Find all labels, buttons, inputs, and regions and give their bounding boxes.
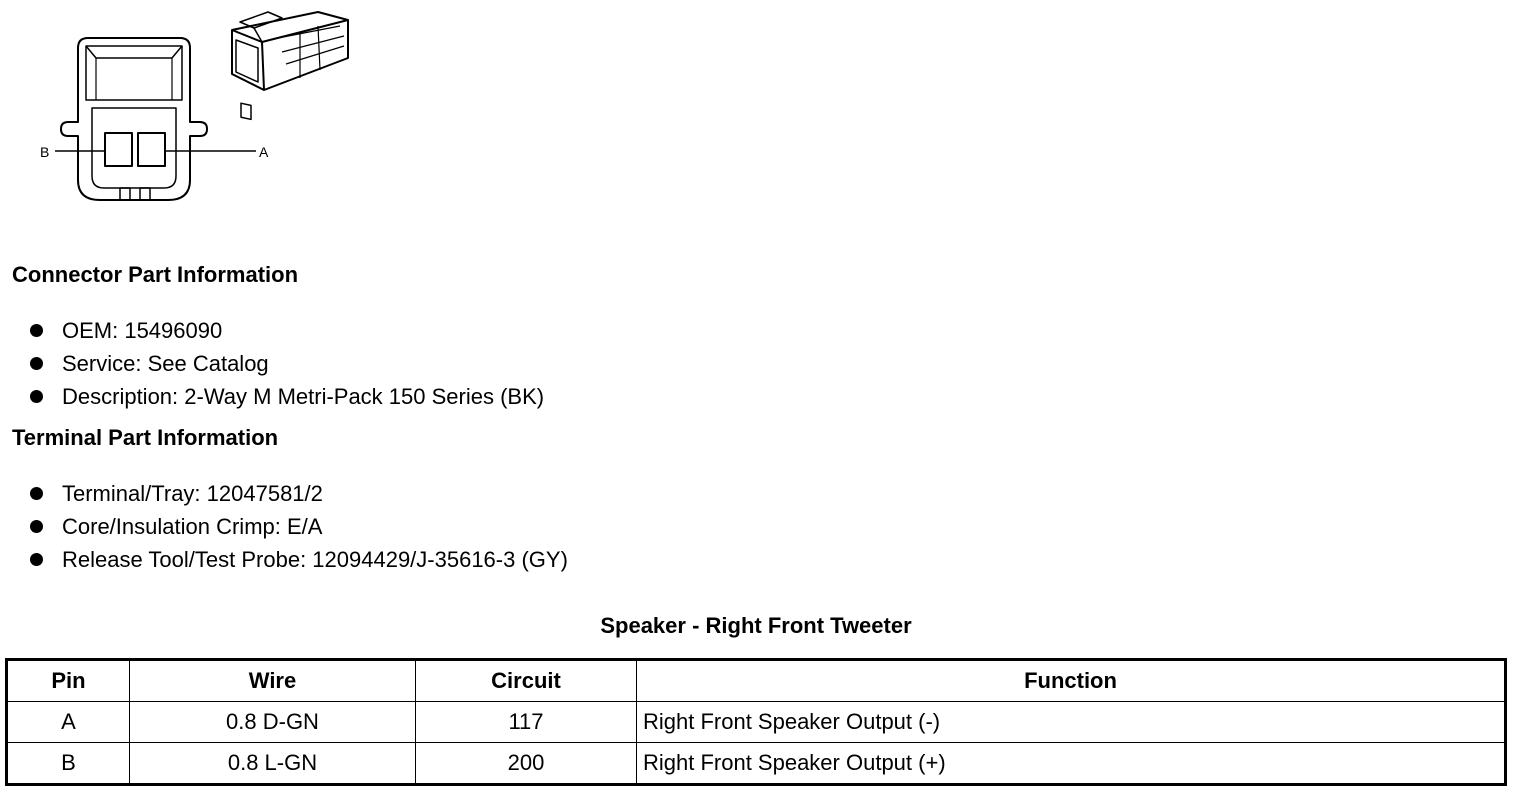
cell-circuit: 200 (416, 743, 637, 785)
connector-diagram (0, 0, 380, 215)
header-wire: Wire (130, 660, 416, 702)
connector-oem: OEM: 15496090 (62, 318, 223, 343)
pin-label-a: A (259, 144, 269, 160)
cell-pin: A (7, 702, 130, 743)
list-item (28, 347, 544, 380)
cell-circuit: 117 (416, 702, 637, 743)
pin-table (5, 658, 1507, 786)
terminal-release-tool: Release Tool/Test Probe: 12094429/J-35616-3 (GY) (62, 547, 568, 572)
bullet-icon (30, 553, 43, 566)
list-item (28, 510, 568, 543)
cell-function: Right Front Speaker Output (-) (637, 702, 1506, 743)
terminal-info-list (28, 477, 568, 576)
bullet-icon (30, 487, 43, 500)
terminal-tray: Terminal/Tray: 12047581/2 (62, 481, 323, 506)
terminal-section-title: Terminal Part Information (12, 425, 279, 450)
list-item (28, 380, 544, 413)
bullet-icon (30, 324, 43, 337)
cell-wire: 0.8 D-GN (130, 702, 416, 743)
list-item (28, 543, 568, 576)
table-header-row (7, 660, 1506, 702)
table-row (7, 743, 1506, 785)
bullet-icon (30, 390, 43, 403)
cell-pin: B (7, 743, 130, 785)
cell-wire: 0.8 L-GN (130, 743, 416, 785)
connector-section-title: Connector Part Information (12, 262, 299, 287)
connector-description: Description: 2-Way M Metri-Pack 150 Series (BK) (62, 384, 545, 409)
list-item (28, 314, 544, 347)
connector-face-view (55, 38, 256, 200)
cell-function: Right Front Speaker Output (+) (637, 743, 1506, 785)
bullet-icon (30, 357, 43, 370)
terminal-crimp: Core/Insulation Crimp: E/A (62, 514, 323, 539)
pin-table-title: Speaker - Right Front Tweeter (600, 613, 912, 638)
connector-service: Service: See Catalog (62, 351, 269, 376)
pin-label-b: B (40, 144, 50, 160)
bullet-icon (30, 520, 43, 533)
header-pin: Pin (7, 660, 130, 702)
table-row (7, 702, 1506, 743)
connector-info-list (28, 314, 544, 413)
header-function: Function (637, 660, 1506, 702)
connector-isometric-view (232, 12, 348, 119)
list-item (28, 477, 568, 510)
header-circuit: Circuit (416, 660, 637, 702)
